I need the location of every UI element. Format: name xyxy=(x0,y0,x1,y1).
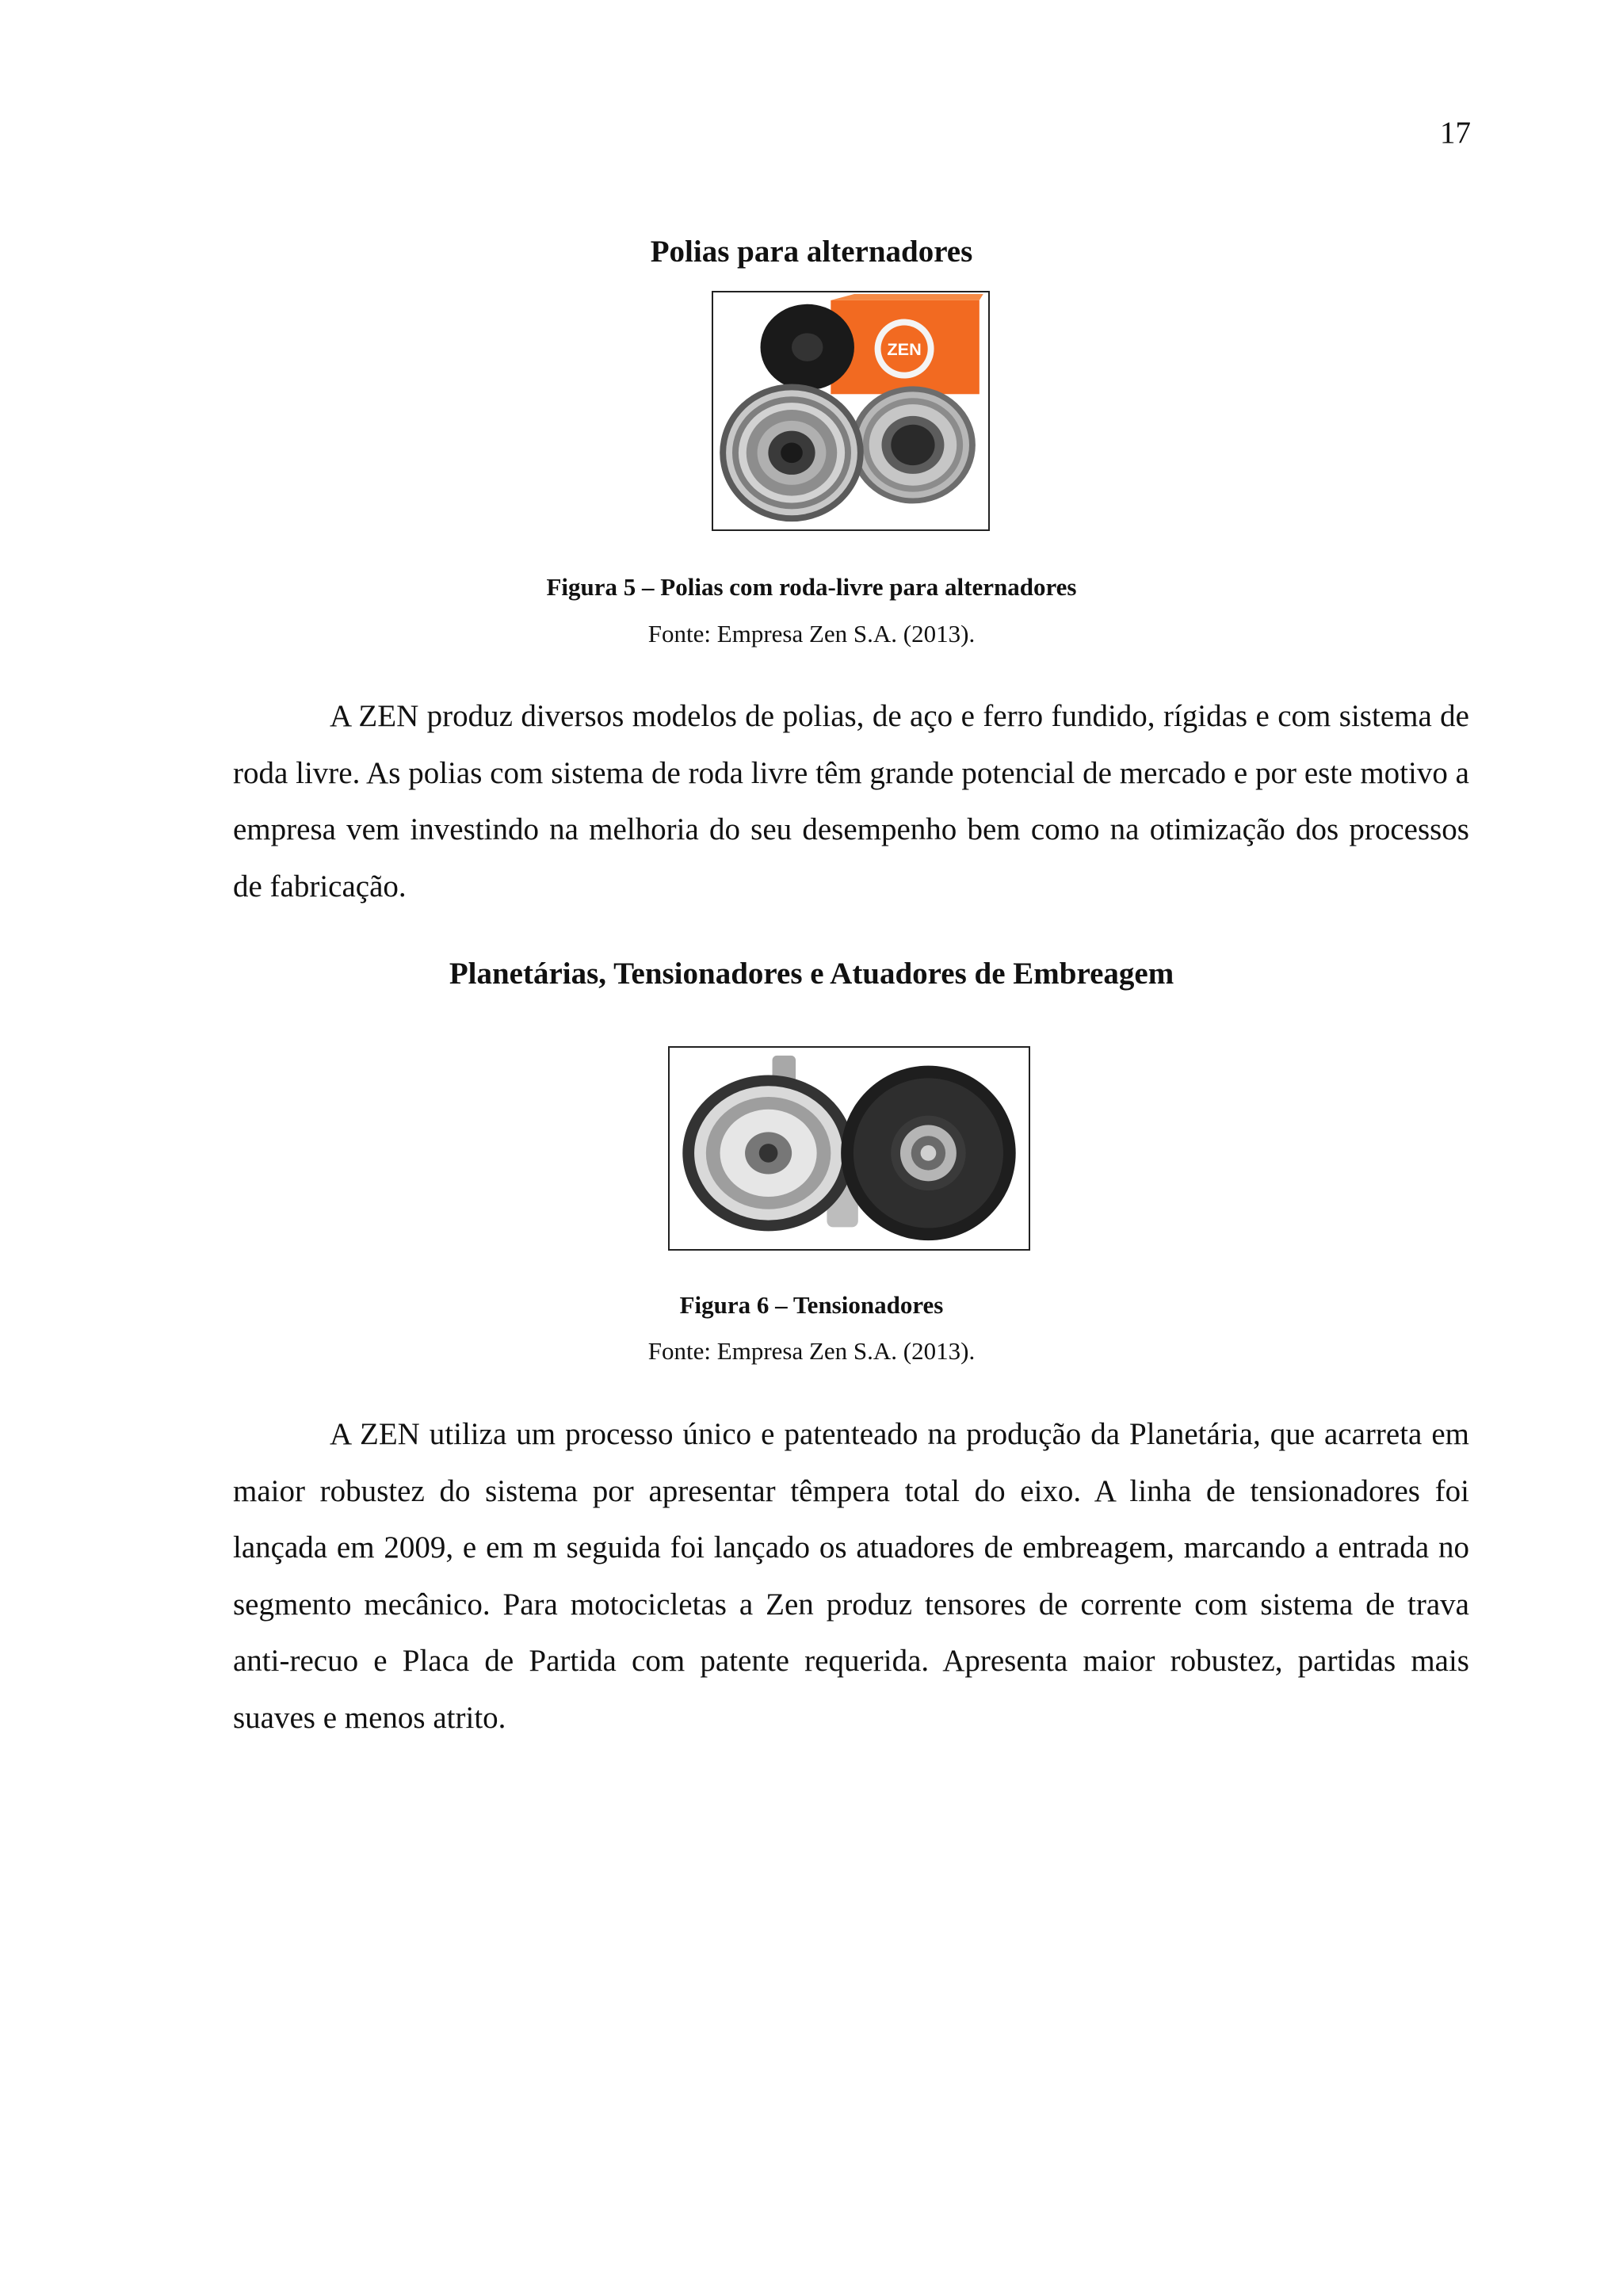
figure-6-image xyxy=(668,1046,1030,1251)
figure-5-source: Fonte: Empresa Zen S.A. (2013). xyxy=(647,620,976,648)
paragraph-planetarias: A ZEN utiliza um processo único e patenteado na produção da Planetária, que acarreta em maior robustez do sistema por apresentar têmpera total do eixo. A linha de tensionadores foi lançada em 2009, e em m seguida foi lançado os atuadores de embreagem, marcando a entrada no segmento mecânico. Para motocicletas a Zen produz tensores de corrente com sistema de trava anti-recuo e Placa de Partida com patente requerida. Apresenta maior robustez, partidas mais suaves e menos atrito. xyxy=(233,1417,1469,1735)
svg-text:ZEN: ZEN xyxy=(887,338,922,359)
paragraph-polias: A ZEN produz diversos modelos de polias, de aço e ferro fundido, rígidas e com sistema de roda livre. As polias com sistema de roda livre têm grande potencial de mercado e por este motivo a empresa vem investindo na melhoria do seu desempenho bem como na otimização dos processos de fabricação. xyxy=(233,699,1469,904)
tensioner-photo xyxy=(670,1048,1029,1249)
figure-6-source: Fonte: Empresa Zen S.A. (2013). xyxy=(647,1337,976,1365)
section-heading-planetarias: Planetárias, Tensionadores e Atuadores de Embreagem xyxy=(449,957,1174,991)
figure-6-caption: Figura 6 – Tensionadores xyxy=(679,1291,944,1319)
page-number: 17 xyxy=(1440,116,1471,150)
section-heading-polias: Polias para alternadores xyxy=(650,235,973,269)
figure-5-caption: Figura 5 – Polias com roda-livre para alternadores xyxy=(546,573,1077,601)
pulley-photo xyxy=(713,292,988,529)
figure-5-image xyxy=(712,291,990,531)
